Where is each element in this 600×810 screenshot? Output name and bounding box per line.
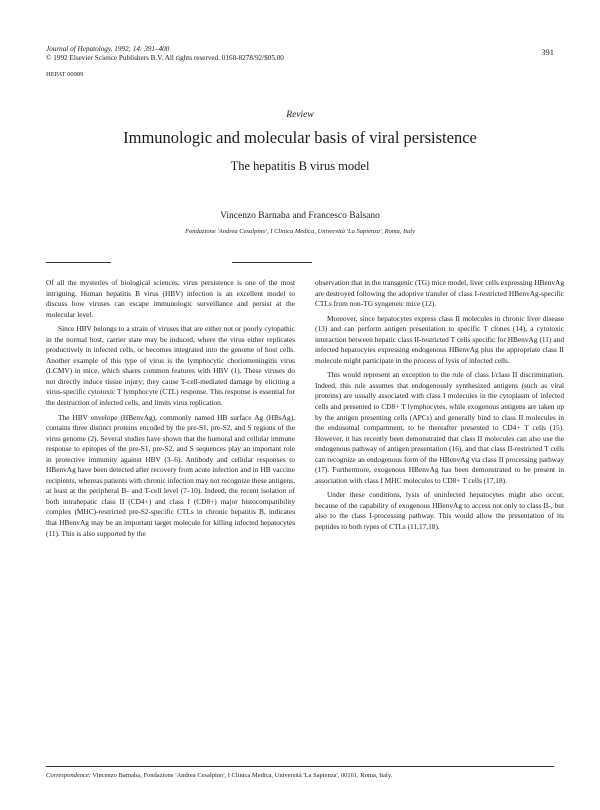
divider-right	[232, 262, 312, 263]
paragraph: Since HBV belongs to a strain of viruses that are either not or poorly cytopathic in the normal host, carrier state may be induced, where the virus either replicates productively in infected cells, or becomes integrated into the genome of host cells. Another example of this type of virus is the lymphocytic choriomeningitis virus (LCMV) in mice, which shares common features with HBV (1). These viruses do not directly induce tissue injury; they cause T-cell-mediated damage by eliciting a virus-specific cytotoxic T lymphocyte (CTL) response. This response is essential for the destruction of infected cells, and limits virus replication.	[46, 324, 295, 408]
journal-citation: Journal of Hepatology, 1992; 14: 391–400	[46, 45, 170, 53]
author-list: Vincenzo Barnaba and Francesco Balsano	[220, 211, 380, 221]
paragraph: Of all the mysteries of biological sciences, virus persistence is one of the most intriguing. Human hepatitis B virus (HBV) infection is an excellent model to discuss how viruses can escape immunologic surveillance and persist at the molecular level.	[46, 278, 295, 319]
section-label: Review	[286, 110, 314, 120]
article-subtitle: The hepatitis B virus model	[230, 159, 370, 173]
body-column-left	[46, 278, 295, 543]
copyright-line: © 1992 Elsevier Science Publishers B.V. All rights reserved. 0168-8278/92/$05.00	[46, 54, 284, 62]
footnote-text: Vincenzo Barnaba, Fondazione 'Andrea Cesalpino', I Clinica Medica, Università 'La Sapienza', 00161, Roma, Italy.	[90, 772, 393, 779]
correspondence-footnote	[46, 772, 554, 780]
page-number: 391	[541, 47, 554, 57]
article-code: HEPAT 00989	[46, 71, 84, 78]
body-column-right	[315, 278, 564, 537]
paragraph: observation that in the transgenic (TG) mice model, liver cells expressing HBenvAg are destroyed following the adoptive transfer of class I-restricted HBenvAg-specific CTLs from non-TG syngeneic mice (12).	[315, 278, 564, 309]
article-title: Immunologic and molecular basis of viral persistence	[123, 128, 477, 147]
paragraph: The HBV envelope (HBenvAg), commonly named HB surface Ag (HBsAg), contains three distinct proteins encoded by the pre-S1, pre-S2, and S regions of the virus genome (2). Several studies have shown that the humoral and cellular immune response to epitopes of the pre-S1, pre-S2, and S sequences play an important role in protective immunity against HBV (3–6). Antibody and cellular responses to HBenvAg have been detected after recovery from acute infection and in HB vaccine recipients, whereas patients with chronic infection may not recognize these antigens, at least at the peripheral B- and T-cell level (7–10). Indeed, the recent isolation of both intrahepatic class II (CD4+) and class I (CD8+) major histocompatibility complex (MHC)-restricted pre-S2-specific CTLs in chronic hepatitis B, indicates that HBenvAg may be an important target molecule for killing infected hepatocytes (11). This is also supported by the	[46, 412, 295, 538]
divider-left	[46, 262, 111, 263]
paragraph: This would represent an exception to the rule of class I/class II discrimination. Indeed, this rule assumes that endogenously synthesized antigens (such as viral proteins) are usually associated with class I molecules in the cytoplasm of infected cells and presented to CD8+ T lymphocytes, while exogenous antigens are taken up by the antigen presenting cells (APCs) and generally bind to class II molecules in the endosomal compartment, to be thereafter presented to CD4+ T cells (15). However, it has recently been demonstrated that class II molecules can also use the endogenous pathway of antigen presentation (16), and that class II-restricted T cells can recognize an endogenous form of the HBenvAg via class II processing pathway (17). Furthermore, exogenous HBenvAg has been demonstrated to be present in association with class I MHC molecules to CD8+ T cells (17,18).	[315, 370, 564, 485]
footnote-label: Correspondence:	[46, 772, 91, 779]
paragraph: Under these conditions, lysis of uninfected hepatocytes might also occur, because of the capability of exogenous HBenvAg to access not only to class II-, but also to the class I-processing pathway. This would allow the presentation of its peptides to both types of CTLs (11,17,18).	[315, 490, 564, 532]
paragraph: Moreover, since hepatocytes express class II molecules in chronic liver disease (13) and can perform antigen presentation to specific T clones (14), a cytotoxic interaction between hepatic class II-restricted T cells specific for HBenvAg (11) and infected hepatocytes expressing endogenous HBenvAg plus the appropriate class II molecule might participate in the process of lysis of infected cells.	[315, 313, 564, 365]
author-affiliation: Fondazione 'Andrea Cesalpino', I Clinica Medica, Università 'La Sapienza', Roma, Italy	[185, 228, 415, 235]
footnote-divider	[46, 766, 554, 767]
